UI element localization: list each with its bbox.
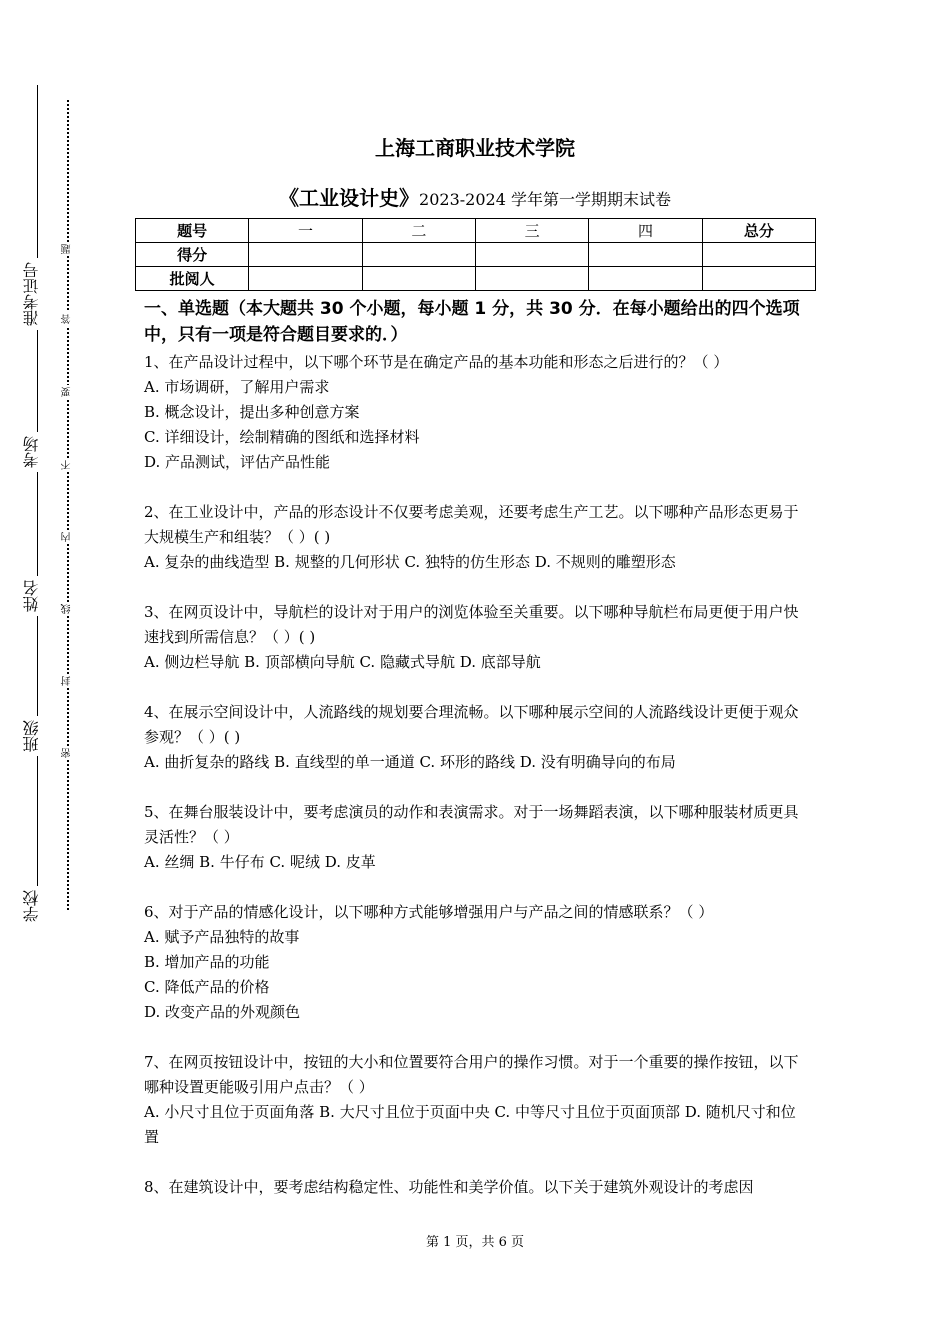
exam-content (144, 296, 808, 1225)
question-option: C. 降低产品的价格 (144, 978, 270, 996)
binding-solid-line (37, 85, 38, 925)
question-option: B. 增加产品的功能 (144, 953, 270, 971)
section-title: 一、单选题（本大题共 30 个小题，每小题 1 分，共 30 分．在每小题给出的四个选项中，只有一项是符合题目要求的．） (144, 299, 800, 345)
score-cell (475, 267, 588, 291)
question-option: D. 改变产品的外观颜色 (144, 1003, 301, 1021)
seal-char: 要 (60, 385, 76, 399)
exam-term: 2023-2024 学年第一学期期末试卷 (419, 190, 671, 209)
question-stem: 5、在舞台服装设计中，要考虑演员的动作和表演需求。对于一场舞蹈表演，以下哪种服装材质更具灵活性？（ ） (144, 803, 799, 846)
question (144, 1175, 808, 1200)
question-option: A. 赋予产品独特的故事 (144, 928, 300, 946)
page-footer: 第 1 页，共 6 页 (425, 1235, 525, 1250)
question (144, 350, 808, 475)
score-cell (249, 243, 362, 267)
question-option: A. 小尺寸且位于页面角落 B. 大尺寸且位于页面中央 C. 中等尺寸且位于页面顶部 D. 随机尺寸和位置 (144, 1103, 796, 1146)
score-header-cell: 一 (249, 219, 362, 243)
score-row-label: 批阅人 (136, 267, 249, 291)
question (144, 600, 808, 675)
question-option: A. 丝绸 B. 牛仔布 C. 呢绒 D. 皮革 (144, 853, 376, 871)
score-cell (589, 267, 702, 291)
score-cell (362, 267, 475, 291)
score-cell (249, 267, 362, 291)
score-cell (589, 243, 702, 267)
score-cell (475, 243, 588, 267)
label-class: 班级 (20, 716, 43, 756)
seal-char: 线 (60, 602, 76, 616)
question (144, 1050, 808, 1150)
label-exam-room: 考场 (20, 432, 43, 472)
score-cell (362, 243, 475, 267)
score-table-header-row (136, 219, 816, 243)
score-header-cell: 题号 (136, 219, 249, 243)
score-header-cell: 总分 (702, 219, 815, 243)
school-title: 上海工商职业技术学院 (375, 136, 575, 160)
score-cell (702, 267, 815, 291)
question-option: A. 曲折复杂的路线 B. 直线型的单一通道 C. 环形的路线 D. 没有明确导向的布局 (144, 753, 676, 771)
score-header-cell: 二 (362, 219, 475, 243)
score-header-cell: 三 (475, 219, 588, 243)
question-option: A. 侧边栏导航 B. 顶部横向导航 C. 隐藏式导航 D. 底部导航 (144, 653, 541, 671)
question-option: D. 产品测试，评估产品性能 (144, 453, 331, 471)
seal-dotted-line (67, 100, 69, 910)
question-stem: 7、在网页按钮设计中，按钮的大小和位置要符合用户的操作习惯。对于一个重要的操作按钮，以下哪种设置更能吸引用户点击？（ ） (144, 1053, 799, 1096)
question (144, 700, 808, 775)
label-name: 姓名 (20, 576, 43, 616)
seal-char: 内 (60, 530, 76, 544)
question-stem: 4、在展示空间设计中，人流路线的规划要合理流畅。以下哪种展示空间的人流路线设计更便于观众参观？（ ）( ) (144, 703, 799, 746)
score-row (136, 243, 816, 267)
course-name: 《工业设计史》 (279, 186, 420, 210)
question-stem: 8、在建筑设计中，要考虑结构稳定性、功能性和美学价值。以下关于建筑外观设计的考虑因 (144, 1178, 754, 1196)
question (144, 800, 808, 875)
score-header-cell: 四 (589, 219, 702, 243)
seal-char: 答 (60, 312, 76, 326)
question-option: C. 详细设计，绘制精确的图纸和选择材料 (144, 428, 420, 446)
question-option: A. 市场调研，了解用户需求 (144, 378, 330, 396)
question-stem: 3、在网页设计中，导航栏的设计对于用户的浏览体验至关重要。以下哪种导航栏布局更便于用户快速找到所需信息？（ ）( ) (144, 603, 799, 646)
exam-subtitle (0, 182, 950, 211)
question (144, 500, 808, 575)
seal-char: 封 (60, 674, 76, 688)
question-stem: 2、在工业设计中，产品的形态设计不仅要考虑美观，还要考虑生产工艺。以下哪种产品形态更易于大规模生产和组装？（ ）( ) (144, 503, 799, 546)
question-option: B. 概念设计，提出多种创意方案 (144, 403, 360, 421)
seal-char: 密 (60, 746, 76, 760)
question-stem: 1、在产品设计过程中，以下哪个环节是在确定产品的基本功能和形态之后进行的？（ ） (144, 353, 729, 371)
score-table (135, 218, 816, 291)
label-school: 学校 (20, 886, 43, 926)
label-exam-number: 准考证号 (20, 258, 43, 330)
question-stem: 6、对于产品的情感化设计，以下哪种方式能够增强用户与产品之间的情感联系？（ ） (144, 903, 714, 921)
reviewer-row (136, 267, 816, 291)
question-option: A. 复杂的曲线造型 B. 规整的几何形状 C. 独特的仿生形态 D. 不规则的雕塑形态 (144, 553, 676, 571)
question (144, 900, 808, 1025)
score-cell (702, 243, 815, 267)
seal-char: 题 (60, 242, 76, 256)
seal-char: 不 (60, 458, 76, 472)
score-row-label: 得分 (136, 243, 249, 267)
